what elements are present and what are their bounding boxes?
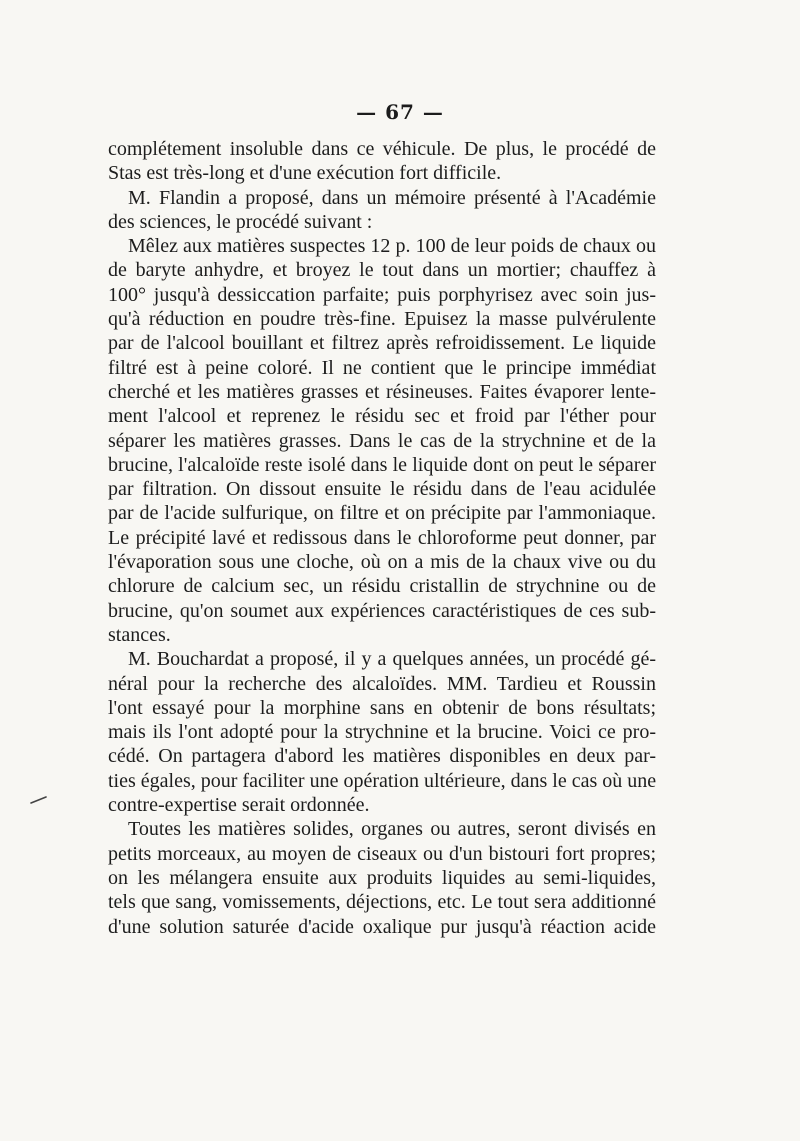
text-line: Stas est très-long et d'une exécution fort difficile. <box>108 162 502 185</box>
text-line: M. Bouchardat a proposé, il y a quelques années, un procédé gé- <box>128 648 656 671</box>
text-line: filtré est à peine coloré. Il ne contient que le principe immédiat <box>108 356 656 379</box>
text-line: on les mélangera ensuite aux produits liquides au semi-liquides, <box>108 866 656 889</box>
text-line: par de l'acide sulfurique, on filtre et on précipite par l'ammoniaque. <box>108 502 656 525</box>
text-line: d'une solution saturée d'acide oxalique pur jusqu'à réaction acide <box>108 915 656 938</box>
text-line: néral pour la recherche des alcaloïdes. MM. Tardieu et Roussin <box>108 672 656 695</box>
text-line: ment l'alcool et reprenez le résidu sec et froid par l'éther pour <box>108 405 656 428</box>
text-line: séparer les matières grasses. Dans le cas de la strychnine et de la <box>108 429 656 452</box>
text-line: ties égales, pour faciliter une opération ultérieure, dans le cas où une <box>108 769 657 792</box>
text-line: qu'à réduction en poudre très-fine. Epuisez la masse pulvérulente <box>108 308 656 331</box>
text-line: mais ils l'ont adopté pour la strychnine et la brucine. Voici ce pro- <box>108 721 656 744</box>
text-line: des sciences, le procédé suivant : <box>108 210 373 233</box>
text-line: chlorure de calcium sec, un résidu cristallin de strychnine ou de <box>108 575 656 598</box>
text-line: par de l'alcool bouillant et filtrez après refroidissement. Le liquide <box>108 332 656 355</box>
text-line: 100° jusqu'à dessiccation parfaite; puis porphyrisez avec soin jus- <box>108 283 656 306</box>
text-line: l'évaporation sous une cloche, où on a mis de la chaux vive ou du <box>108 551 656 574</box>
text-line: brucine, qu'on soumet aux expériences caractéristiques de ces sub- <box>108 599 656 622</box>
text-line: par filtration. On dissout ensuite le résidu dans de l'eau acidulée <box>108 478 656 501</box>
text-line: l'ont essayé pour la morphine sans en obtenir de bons résultats; <box>108 696 656 719</box>
text-line: cédé. On partagera d'abord les matières disponibles en deux par- <box>108 745 656 768</box>
ink-mark <box>30 796 48 804</box>
text-line: cherché et les matières grasses et résineuses. Faites évaporer lente- <box>108 380 656 403</box>
text-line: contre-expertise serait ordonnée. <box>108 794 370 817</box>
text-line: de baryte anhydre, et broyez le tout dans un mortier; chauffez à <box>108 259 656 282</box>
text-line: tels que sang, vomissements, déjections, etc. Le tout sera additionné <box>108 891 656 914</box>
text-line: stances. <box>108 623 171 646</box>
text-line: Toutes les matières solides, organes ou autres, seront divisés en <box>128 818 656 841</box>
text-line: complétement insoluble dans ce véhicule. De plus, le procédé de <box>108 138 656 160</box>
text-line: Mêlez aux matières suspectes 12 p. 100 de leur poids de chaux ou <box>128 235 656 258</box>
body-text <box>108 137 656 939</box>
text-line: brucine, l'alcaloïde reste isolé dans le liquide dont on peut le séparer <box>108 453 656 476</box>
page-number: — 67 — <box>356 100 444 124</box>
text-line: petits morceaux, au moyen de ciseaux ou d'un bistouri fort propres; <box>108 842 656 865</box>
text-line: M. Flandin a proposé, dans un mémoire présenté à l'Académie <box>128 186 656 209</box>
text-line: Le précipité lavé et redissous dans le chloroforme peut donner, par <box>108 526 656 549</box>
